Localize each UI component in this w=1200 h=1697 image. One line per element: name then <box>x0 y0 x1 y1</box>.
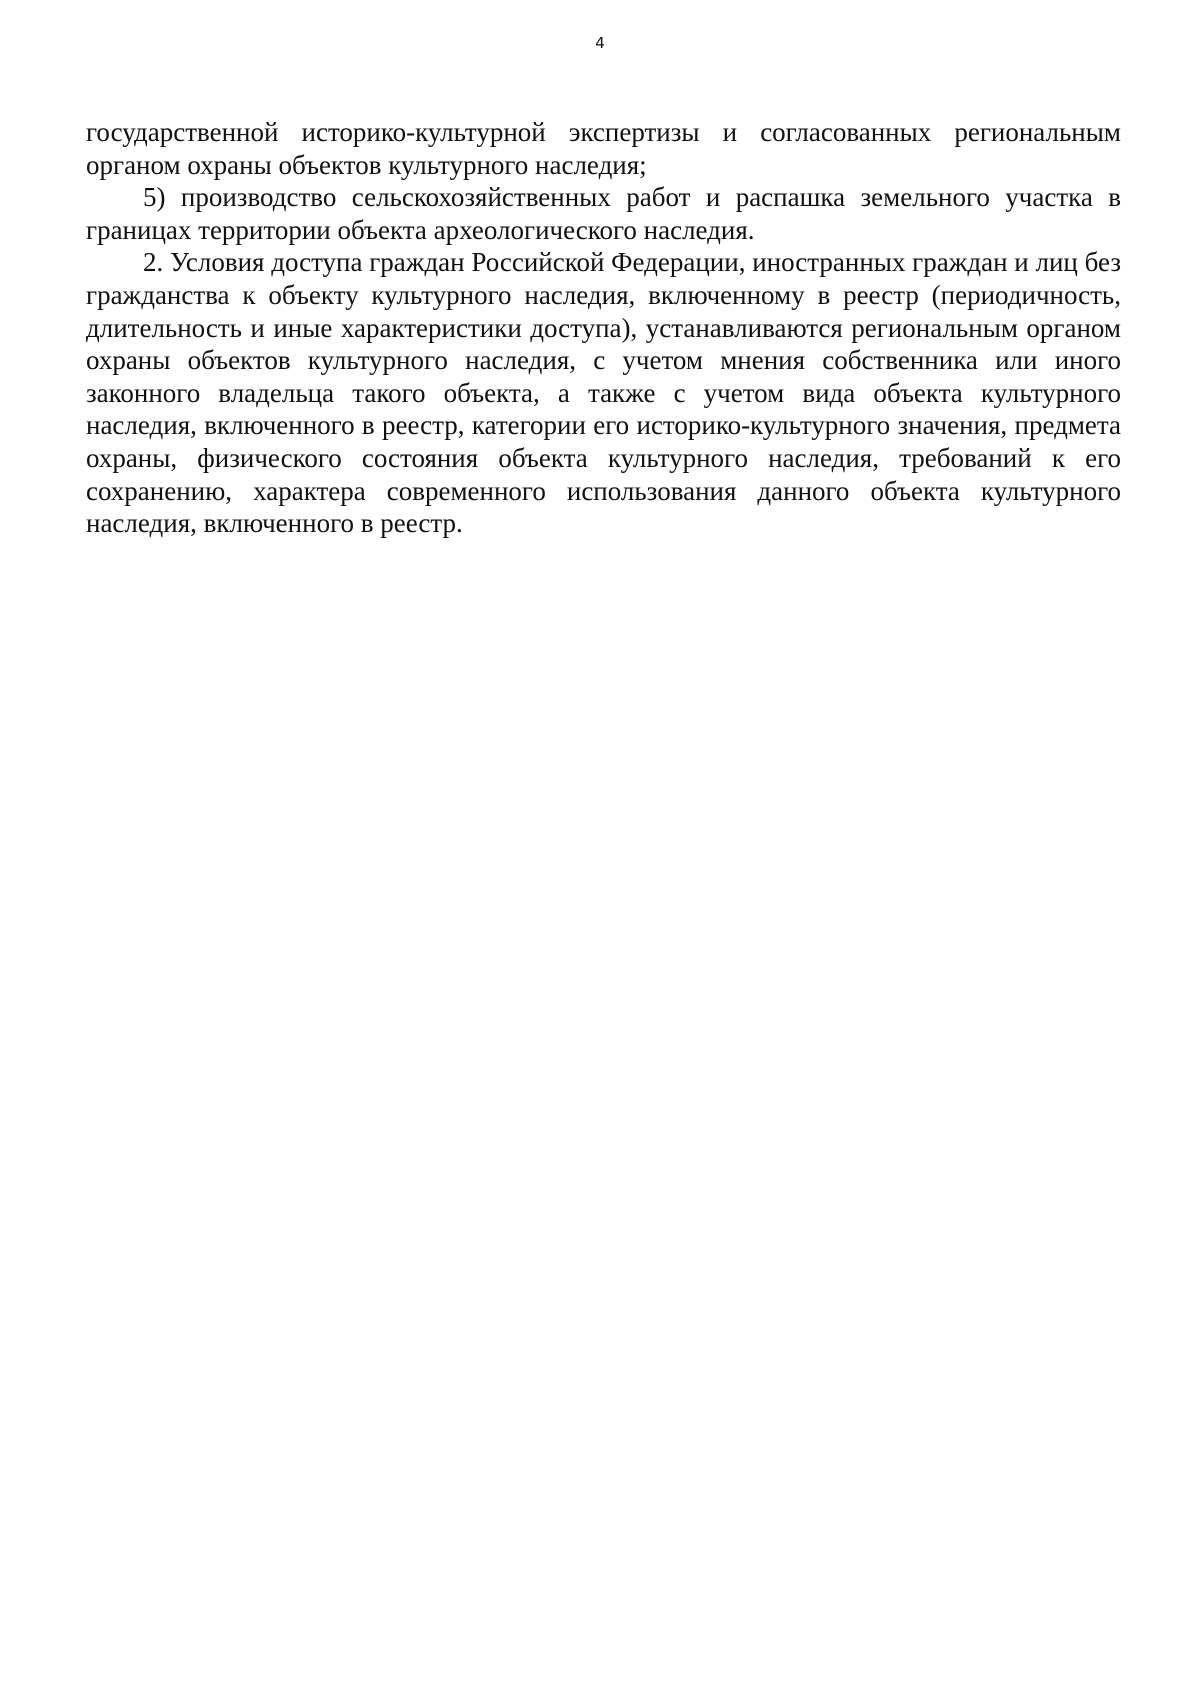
paragraph-continuation: государственной историко-культурной экспертизы и согласованных региональным органом охраны объектов культурного наследия; <box>86 117 1121 180</box>
paragraph-section-2: 2. Условия доступа граждан Российской Федерации, иностранных граждан и лиц без гражданства к объекту культурного наследия, включенному в реестр (периодичность, длительность и иные характеристики доступа), устанавливаются региональным органом охраны объектов культурного наследия, с учетом мнения собственника или иного законного владельца такого объекта, а также с учетом вида объекта культурного наследия, включенного в реестр, категории его историко-культурного значения, предмета охраны, физического состояния объекта культурного наследия, требований к его сохранению, характера современного использования данного объекта культурного наследия, включенного в реестр. <box>86 247 1121 539</box>
document-body <box>86 116 1121 540</box>
paragraph-item-5: 5) производство сельскохозяйственных работ и распашка земельного участка в границах территории объекта археологического наследия. <box>86 182 1121 245</box>
page-number: 4 <box>595 34 605 52</box>
